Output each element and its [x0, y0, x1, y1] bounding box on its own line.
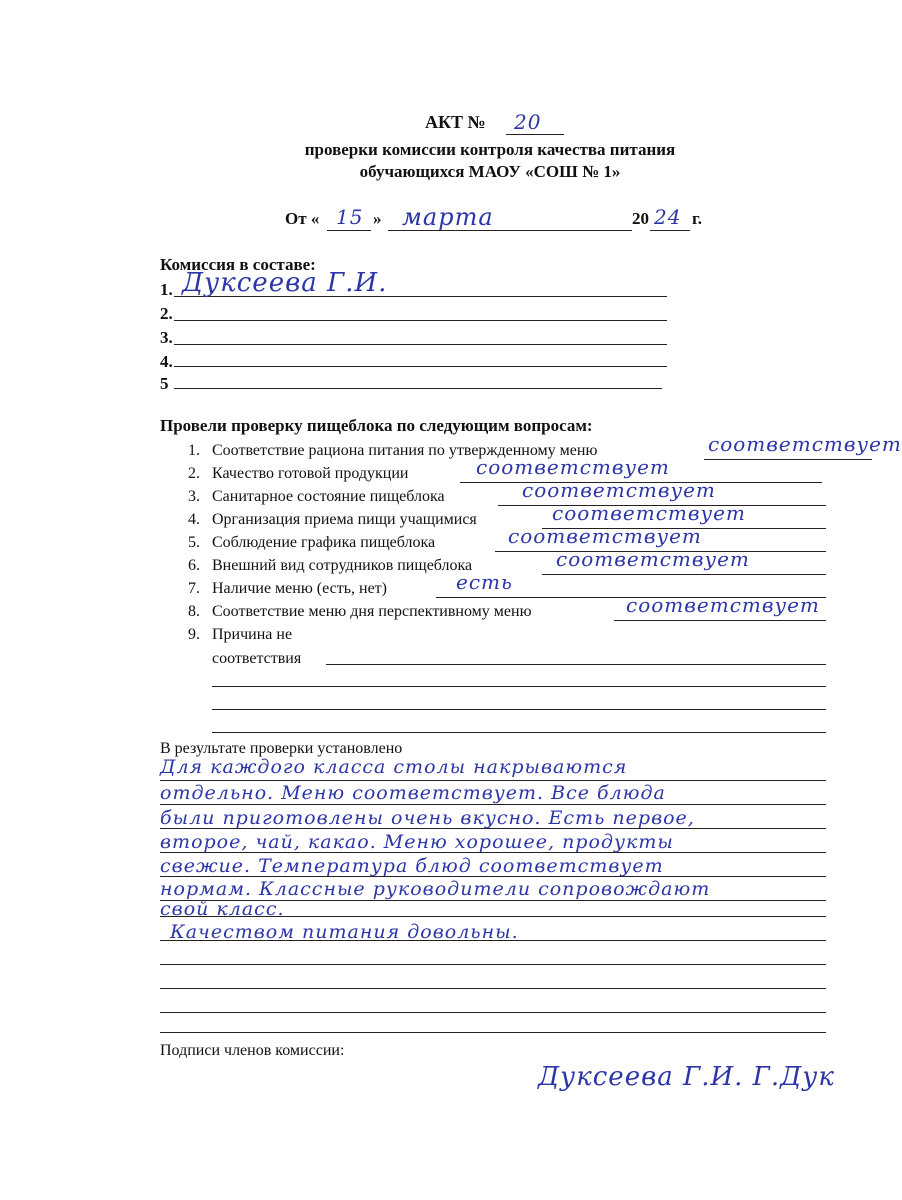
- result-line: [160, 1032, 826, 1033]
- result-text-line: отдельно. Меню соответствует. Все блюда: [160, 782, 666, 804]
- result-line: [160, 780, 826, 781]
- date-day-line: [327, 230, 371, 231]
- act-number-line: [506, 134, 564, 135]
- inspection-item-label: Соблюдение графика пищеблока: [212, 534, 436, 551]
- member-num: 1.: [160, 280, 173, 299]
- date-day: 15: [336, 205, 364, 229]
- member-num: 3.: [160, 328, 173, 347]
- inspection-item-line: [704, 459, 872, 460]
- inspection-item-answer: соответствует: [556, 547, 750, 571]
- result-text-line: были приготовлены очень вкусно. Есть первое,: [160, 807, 695, 829]
- inspection-item-answer: соответствует: [552, 501, 746, 525]
- inspection-item-answer: соответствует: [522, 478, 716, 502]
- inspection-item-num: 3.: [188, 488, 200, 505]
- inspection-item-answer: соответствует: [626, 593, 820, 617]
- inspection-item-label: Организация приема пищи учащимися: [212, 511, 477, 528]
- act-title: [425, 112, 486, 133]
- result-text-line: нормам. Классные руководители сопровождают: [160, 878, 711, 900]
- inspection-item-answer: соответствует: [508, 524, 702, 548]
- inspection-item-num: 8.: [188, 603, 200, 620]
- member-line: [174, 344, 667, 345]
- date-month: марта: [402, 203, 494, 231]
- member-name: Дуксеева Г.И.: [182, 268, 388, 298]
- item9-label-line-1: Причина не: [212, 626, 293, 643]
- inspection-item-answer: соответствует: [708, 432, 902, 456]
- result-line: [160, 988, 826, 989]
- inspection-item-num: 7.: [188, 580, 200, 597]
- inspection-item-label: Соответствие меню дня перспективному меню: [212, 603, 532, 620]
- date-from-label: От «: [285, 209, 320, 228]
- result-text-line: второе, чай, какао. Меню хорошее, продукты: [160, 831, 674, 853]
- signatures-title: Подписи членов комиссии:: [160, 1042, 345, 1059]
- member-num: 5: [160, 374, 169, 393]
- signature: Дуксеева Г.И. Г.Дук: [538, 1062, 835, 1092]
- inspection-item-num: 2.: [188, 465, 200, 482]
- item9-extra-line: [212, 709, 826, 710]
- item9-label-line-2: соответствия: [212, 650, 302, 667]
- inspection-item-line: [614, 620, 826, 621]
- result-text-line: Для каждого класса столы накрываются: [160, 756, 628, 778]
- commission-title: Комиссия в составе:: [160, 255, 316, 274]
- member-num: 4.: [160, 352, 173, 371]
- inspection-item-num: 5.: [188, 534, 200, 551]
- inspection-item-num: 9.: [188, 626, 200, 643]
- result-line: [160, 964, 826, 965]
- subtitle-line-2: обучающихся МАОУ «СОШ № 1»: [359, 162, 621, 181]
- inspection-title: Провели проверку пищеблока по следующим вопросам:: [160, 416, 593, 435]
- inspection-item-answer: соответствует: [476, 455, 670, 479]
- item9-answer-line: [326, 664, 826, 665]
- result-text-line: Качеством питания довольны.: [170, 921, 519, 943]
- inspection-item-label: Качество готовой продукции: [212, 465, 409, 482]
- date-quote-close: »: [373, 209, 382, 228]
- date-year-end: г.: [692, 209, 703, 228]
- subtitle-line-1: проверки комиссии контроля качества питания: [304, 140, 676, 159]
- inspection-item-label: Соответствие рациона питания по утвержденному меню: [212, 442, 598, 459]
- result-line: [160, 1012, 826, 1013]
- member-line: [174, 388, 662, 389]
- inspection-item-label: Санитарное состояние пищеблока: [212, 488, 445, 505]
- act-number: 20: [514, 110, 542, 134]
- inspection-item-label: Наличие меню (есть, нет): [212, 580, 387, 597]
- inspection-item-num: 4.: [188, 511, 200, 528]
- item9-extra-line: [212, 686, 826, 687]
- date-year-suffix: 24: [654, 205, 682, 229]
- inspection-item-num: 6.: [188, 557, 200, 574]
- inspection-item-line: [542, 574, 826, 575]
- member-num: 2.: [160, 304, 173, 323]
- result-title: В результате проверки установлено: [160, 740, 403, 757]
- member-line: [174, 366, 667, 367]
- item9-extra-line: [212, 732, 826, 733]
- member-line: [174, 320, 667, 321]
- result-text-line: свой класс.: [160, 898, 285, 920]
- inspection-item-label: Внешний вид сотрудников пищеблока: [212, 557, 473, 574]
- date-year-line: [650, 230, 690, 231]
- result-text-line: свежие. Температура блюд соответствует: [160, 855, 664, 877]
- inspection-item-num: 1.: [188, 442, 200, 459]
- act-label: АКТ №: [425, 112, 486, 132]
- inspection-item-answer: есть: [456, 570, 513, 594]
- date-year-prefix: 20: [632, 209, 649, 228]
- result-line: [160, 804, 826, 805]
